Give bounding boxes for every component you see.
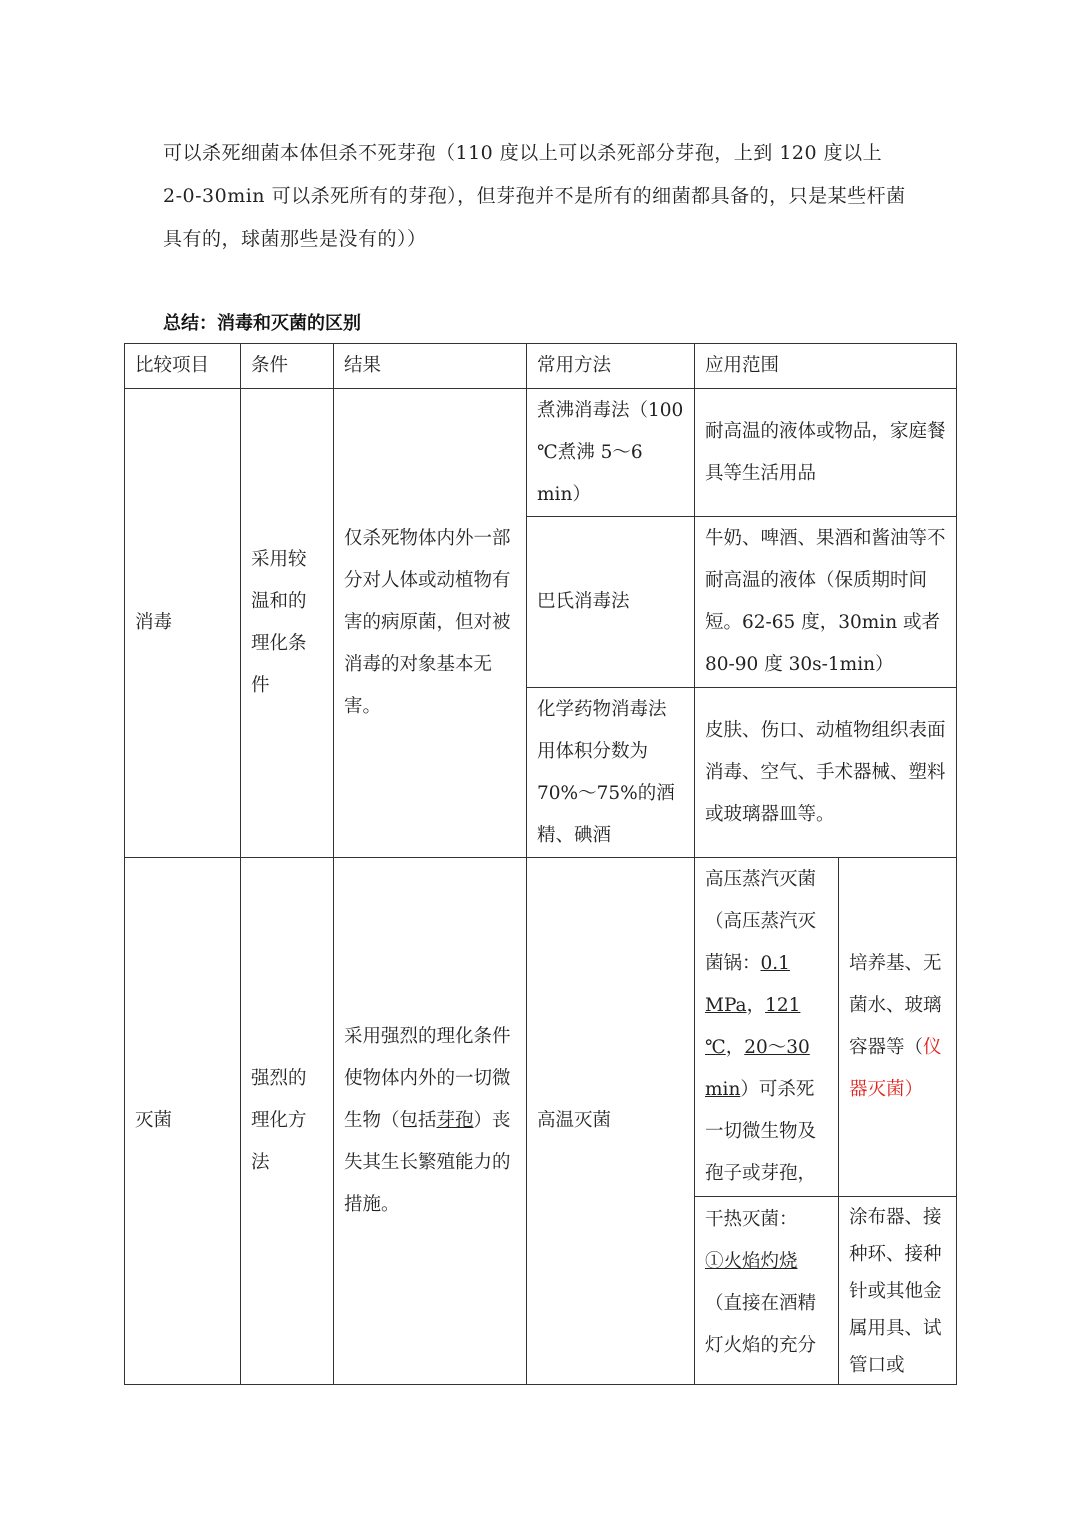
dry-sterilization-cell (695, 1197, 839, 1385)
dry-scope-cell: 涂布器、接种环、接种针或其他金属用具、试管口或 (839, 1197, 957, 1385)
header-cell: 常用方法 (527, 344, 695, 389)
header-cell: 比较项目 (125, 344, 241, 389)
result-text: 采用强烈的理化条件使物体内外的一切微生物（包括 (344, 1026, 511, 1131)
intro-paragraph (163, 132, 933, 261)
result-underlined-text: 芽孢 (436, 1110, 474, 1131)
table-row (125, 858, 957, 1197)
condition-cell: 采用较温和的理化条件 (241, 389, 334, 858)
item-cell: 灭菌 (125, 858, 241, 1385)
flame-text: ①火焰灼烧 (705, 1251, 798, 1272)
section-heading: 总结：消毒和灭菌的区别 (163, 313, 361, 334)
dry-desc: （直接在酒精灯火焰的充分 (705, 1293, 817, 1356)
item-cell: 消毒 (125, 389, 241, 858)
dry-title: 干热灭菌： (705, 1209, 798, 1230)
method-cell: 高温灭菌 (527, 858, 695, 1385)
steam-text: ）可杀死一切微生物及孢子或芽孢， (705, 1079, 817, 1184)
scope-cell: 耐高温的液体或物品，家庭餐具等生活用品 (695, 389, 957, 517)
scope-cell: 牛奶、啤酒、果酒和酱油等不耐高温的液体（保质期时间短。62-65 度，30min 或者 80-90 度 30s-1min） (695, 517, 957, 688)
table-header-row (125, 344, 957, 389)
steam-time: 20～30 min (705, 1037, 810, 1100)
paragraph-line: 可以杀死细菌本体但杀不死芽孢（110 度以上可以杀死部分芽孢，上到 120 度以上 (163, 142, 883, 164)
header-cell: 应用范围 (695, 344, 957, 389)
result-text: ）丧失其生长繁殖能力的措施。 (344, 1110, 511, 1215)
steam-sterilization-cell (695, 858, 839, 1197)
method-cell: 巴氏消毒法 (527, 517, 695, 688)
paragraph-line: 具有的，球菌那些是没有的）） (163, 228, 427, 250)
result-cell (334, 858, 527, 1385)
steam-pressure: 0.1 MPa (705, 953, 790, 1016)
header-cell: 条件 (241, 344, 334, 389)
scope-red-text: 仪器灭菌） (849, 1037, 942, 1100)
paragraph-line: 2-0-30min 可以杀死所有的芽孢），但芽孢并不是所有的细菌都具备的，只是某些杆菌 (163, 185, 906, 207)
steam-text: 高压蒸汽灭菌（高压蒸汽灭菌锅： (705, 869, 817, 974)
scope-text: 培养基、无菌水、玻璃容器等（ (849, 953, 942, 1058)
result-cell: 仅杀死物体内外一部分对人体或动植物有害的病原菌，但对被消毒的对象基本无害。 (334, 389, 527, 858)
steam-scope-cell (839, 858, 957, 1197)
steam-temperature: 121 ℃ (705, 995, 801, 1058)
steam-text: ， (746, 995, 766, 1016)
scope-cell: 皮肤、伤口、动植物组织表面消毒、空气、手术器械、塑料或玻璃器皿等。 (695, 688, 957, 858)
condition-cell: 强烈的理化方法 (241, 858, 334, 1385)
steam-text: ， (725, 1037, 745, 1058)
method-cell: 化学药物消毒法用体积分数为 70%～75%的酒精、碘酒 (527, 688, 695, 858)
method-cell: 煮沸消毒法（100 ℃煮沸 5～6 min） (527, 389, 695, 517)
table-row (125, 389, 957, 517)
comparison-table (124, 343, 957, 1385)
header-cell: 结果 (334, 344, 527, 389)
